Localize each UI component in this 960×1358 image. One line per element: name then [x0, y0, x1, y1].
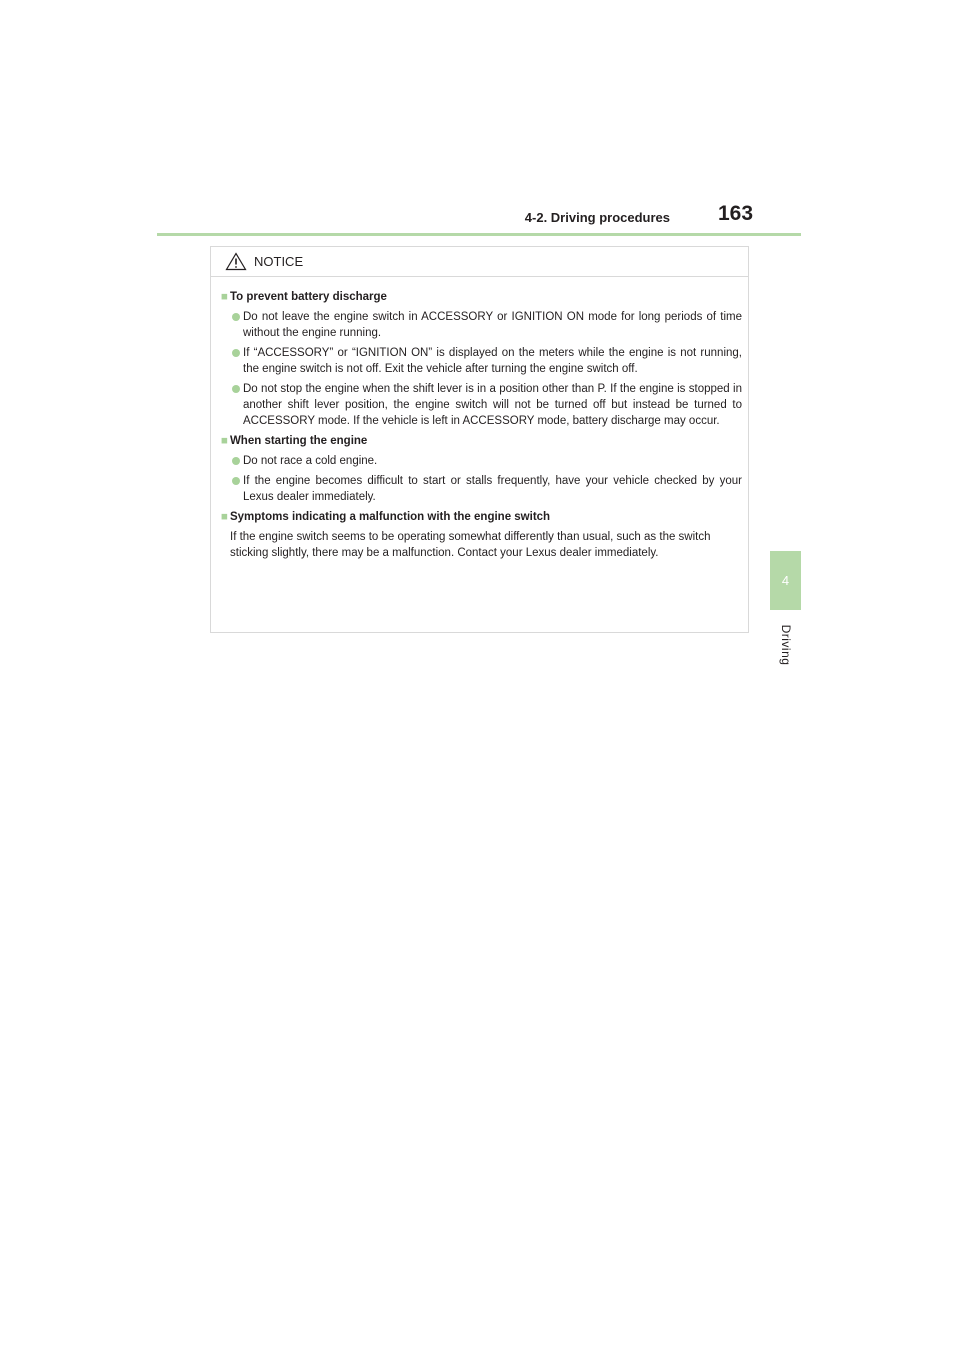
bullet-dot-icon — [232, 349, 240, 357]
page-number: 163 — [718, 202, 754, 225]
list-item: If the engine becomes difficult to start or stalls frequently, have your vehicle checked by your Lexus dealer immediately. — [221, 473, 742, 505]
list-item: Do not stop the engine when the shift lever is in a position other than P. If the engine is stopped in another shift lever position, the engine switch will not be turned off but instead be turned to ACCESSORY mode. If the vehicle is left in ACCESSORY mode, battery discharge may occur. — [221, 381, 742, 429]
warning-triangle-icon — [225, 252, 247, 271]
list-item: If “ACCESSORY” or “IGNITION ON” is displayed on the meters while the engine is not running, the engine switch is not off. Exit the vehicle after turning the engine switch off. — [221, 345, 742, 377]
chapter-tab[interactable] — [770, 551, 801, 610]
chapter-number: 4 — [781, 573, 790, 588]
section-title: ■ Symptoms indicating a malfunction with the engine switch — [221, 511, 551, 523]
bullet-dot-icon — [232, 457, 240, 465]
list-item: Do not race a cold engine. — [221, 453, 742, 469]
notice-label: NOTICE — [254, 254, 304, 269]
section-header-title: 4-2. Driving procedures — [524, 210, 670, 225]
section-paragraph: If the engine switch seems to be operating somewhat differently than usual, such as the switch sticking slightly, there may be a malfunction. Contact your Lexus dealer immediately. — [230, 531, 711, 559]
section-title: ■ To prevent battery discharge — [221, 291, 387, 303]
notice-header — [211, 247, 748, 277]
notice-body — [211, 277, 748, 561]
chapter-label-text: Driving — [779, 624, 793, 666]
header-divider — [157, 233, 801, 236]
section-title: ■ When starting the engine — [221, 435, 368, 447]
bullet-dot-icon — [232, 385, 240, 393]
notice-box — [210, 246, 749, 633]
list-item: Do not leave the engine switch in ACCESSORY or IGNITION ON mode for long periods of time without the engine running. — [221, 309, 742, 341]
bullet-dot-icon — [232, 313, 240, 321]
bullet-dot-icon — [232, 477, 240, 485]
